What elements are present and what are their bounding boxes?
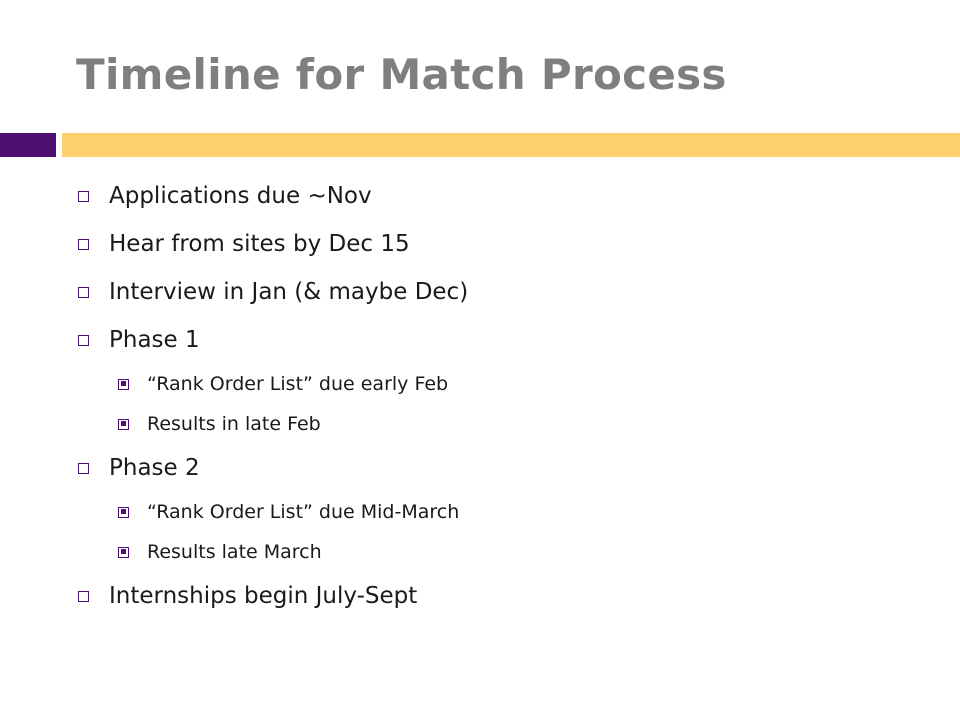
square-outline-icon <box>78 463 89 474</box>
square-outline-icon <box>78 287 89 298</box>
bullet-text: Interview in Jan (& maybe Dec) <box>109 279 469 305</box>
square-filled-icon <box>118 507 129 518</box>
bullet-item <box>78 172 938 220</box>
sub-bullet-item <box>118 364 938 404</box>
sub-bullet-item <box>118 492 938 532</box>
sub-bullet-text: Results late March <box>147 541 322 563</box>
bullet-item <box>78 444 938 492</box>
bullet-text: Applications due ~Nov <box>109 183 372 209</box>
bullet-text: Internships begin July-Sept <box>109 583 418 609</box>
bullet-item <box>78 316 938 364</box>
bullet-item <box>78 572 938 620</box>
sub-bullet-text: “Rank Order List” due early Feb <box>147 373 449 395</box>
square-outline-icon <box>78 239 89 250</box>
slide-title: Timeline for Match Process <box>76 50 727 99</box>
square-outline-icon <box>78 591 89 602</box>
title-accent-bar <box>0 133 56 157</box>
bullet-item <box>78 268 938 316</box>
bullet-text: Phase 1 <box>109 327 200 353</box>
sub-bullet-item <box>118 532 938 572</box>
bullet-list <box>78 172 938 620</box>
square-filled-icon <box>118 547 129 558</box>
bullet-item <box>78 220 938 268</box>
sub-bullet-text: Results in late Feb <box>147 413 321 435</box>
square-filled-icon <box>118 419 129 430</box>
sub-bullet-item <box>118 404 938 444</box>
title-divider-bar <box>62 133 960 157</box>
square-outline-icon <box>78 335 89 346</box>
bullet-text: Phase 2 <box>109 455 200 481</box>
square-outline-icon <box>78 191 89 202</box>
square-filled-icon <box>118 379 129 390</box>
sub-bullet-text: “Rank Order List” due Mid-March <box>147 501 460 523</box>
bullet-text: Hear from sites by Dec 15 <box>109 231 410 257</box>
